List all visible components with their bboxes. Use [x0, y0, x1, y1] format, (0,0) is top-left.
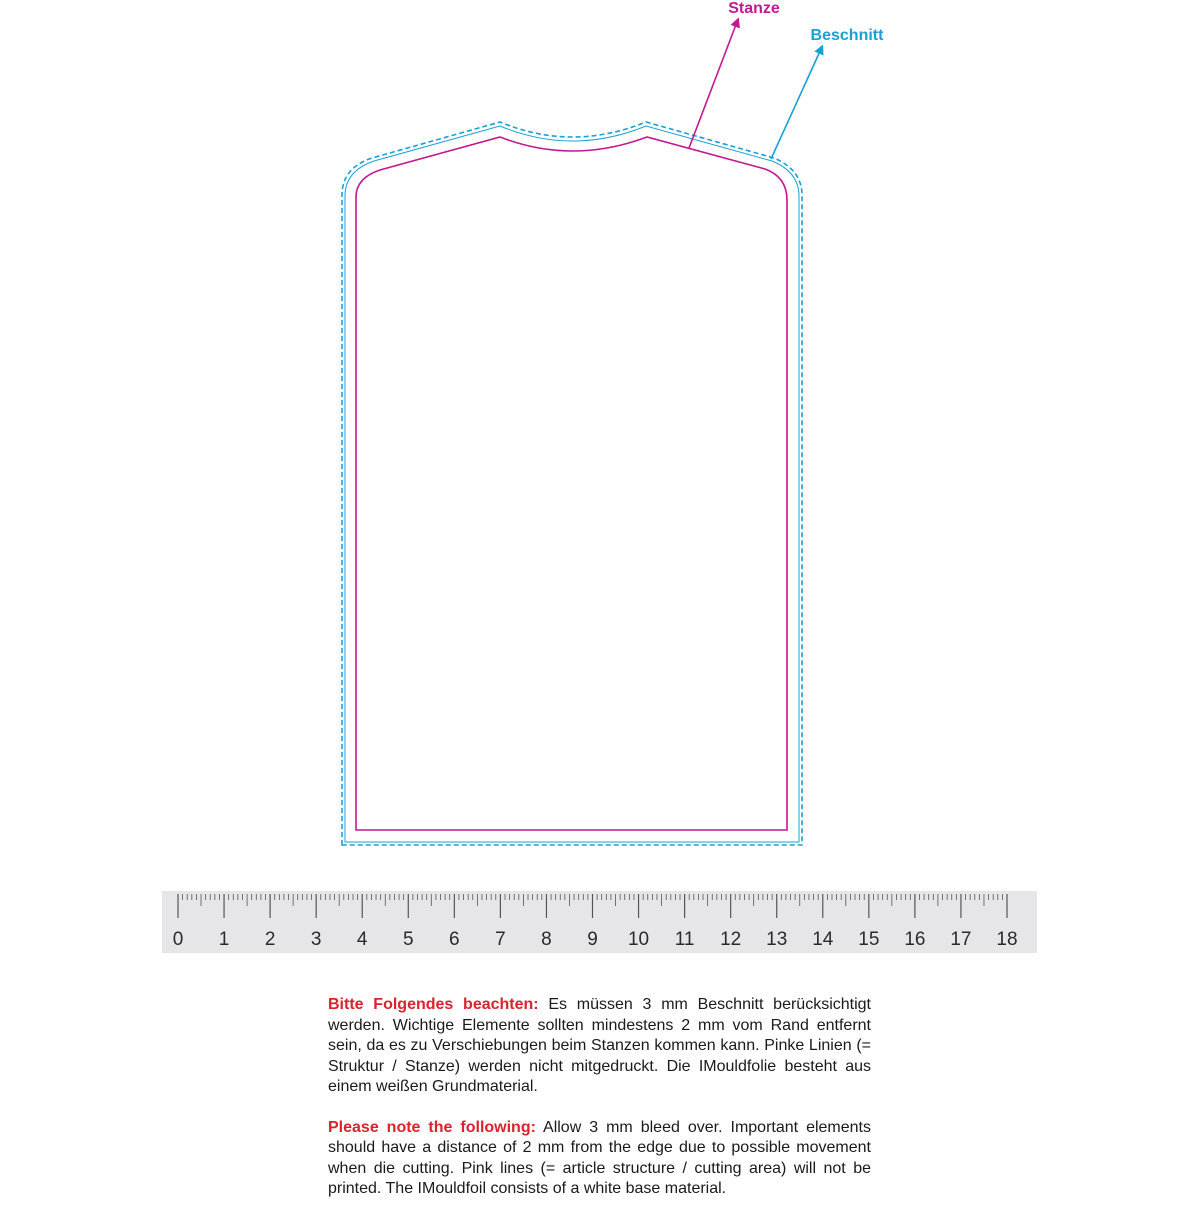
- stanze-label: Stanze: [728, 0, 780, 17]
- german-note-text: Es müssen 3 mm Beschnitt berücksichtigt werden. Wichtige Elemente sollten mindestens 2 mm vom Rand entfernt sein, da es zu Verschiebungen beim Stanzen kommen kann. Pinke Linien (= Struktur / Stanze) werden nicht mitgedruckt. Die IMouldfolie besteht aus einem weißen Grundmaterial.: [328, 996, 871, 1095]
- ruler-label: 13: [766, 929, 788, 950]
- ruler-label: 18: [996, 929, 1018, 950]
- ruler-label: 17: [950, 929, 972, 950]
- english-note-text: Allow 3 mm bleed over. Important elements should have a distance of 2 mm from the edge due to possible movement when die cutting. Pink lines (= article structure / cutting area) will not be printed. The IMouldfoil consists of a white base material.: [328, 1118, 871, 1197]
- beschnitt-arrow: [771, 49, 821, 159]
- die-cut-outline: [356, 137, 787, 830]
- ruler-label: 9: [587, 929, 598, 950]
- german-note: [328, 995, 871, 1098]
- ruler-label: 7: [495, 929, 506, 950]
- ruler-label: 15: [858, 929, 880, 950]
- beschnitt-label: Beschnitt: [810, 27, 884, 44]
- ruler-label: 10: [627, 929, 650, 950]
- ruler-label: 8: [541, 929, 552, 950]
- ruler-label: 12: [720, 929, 742, 950]
- ruler-label: 0: [172, 929, 184, 950]
- bleed-outline: [342, 122, 802, 845]
- english-note: [328, 1118, 871, 1200]
- ruler-label: 5: [402, 929, 414, 950]
- stanze-arrow: [689, 22, 737, 148]
- ruler-label: 11: [674, 929, 695, 950]
- print-notes: [328, 995, 871, 1220]
- german-note-heading: Bitte Folgendes beachten:: [328, 996, 539, 1013]
- bleed-inner-edge: [345, 126, 799, 842]
- ruler-label: 3: [310, 929, 322, 950]
- ruler-label: 2: [264, 929, 276, 950]
- ruler-label: 1: [218, 929, 230, 950]
- ruler-label: 4: [356, 929, 368, 950]
- ruler-label: 14: [812, 929, 834, 950]
- english-note-heading: Please note the following:: [328, 1118, 536, 1136]
- ruler-label: 16: [904, 929, 926, 950]
- ruler-label: 6: [449, 929, 460, 950]
